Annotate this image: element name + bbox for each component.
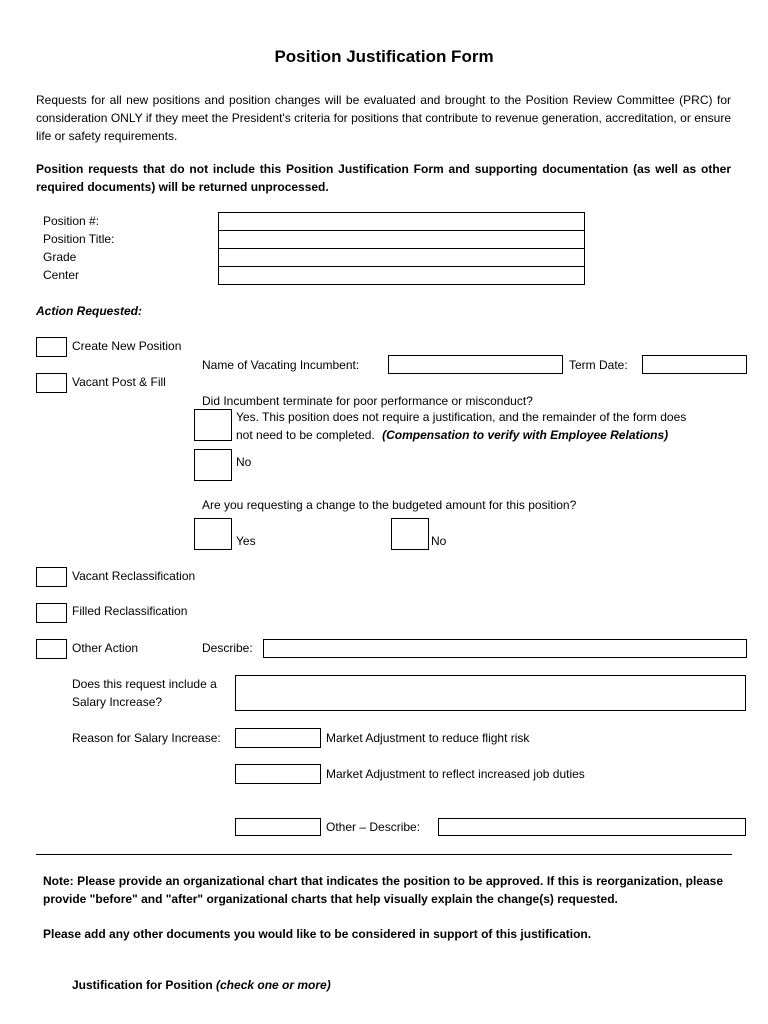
job-duties-checkbox[interactable] <box>235 764 321 784</box>
flight-risk-checkbox[interactable] <box>235 728 321 748</box>
other-action-describe-field[interactable] <box>263 639 747 658</box>
justification-hint: (check one or more) <box>216 978 331 992</box>
create-new-position-checkbox[interactable] <box>36 337 67 357</box>
terminate-yes-text-line1: Yes. This position does not require a justification, and the remainder of the form does <box>236 410 687 424</box>
create-new-position-label: Create New Position <box>72 339 182 353</box>
vacating-incumbent-field[interactable] <box>388 355 563 374</box>
compensation-note: (Compensation to verify with Employee Relations) <box>382 428 669 442</box>
vacating-incumbent-label: Name of Vacating Incumbent: <box>202 358 360 372</box>
other-reason-describe-field[interactable] <box>438 818 746 836</box>
center-label: Center <box>43 268 80 282</box>
terminate-question: Did Incumbent terminate for poor performance or misconduct? <box>202 394 533 408</box>
other-reason-checkbox[interactable] <box>235 818 321 836</box>
budget-no-checkbox[interactable] <box>391 518 429 550</box>
grade-label: Grade <box>43 250 77 264</box>
action-requested-heading: Action Requested: <box>36 304 143 318</box>
terminate-no-label: No <box>236 455 252 469</box>
position-number-field[interactable] <box>218 212 585 231</box>
filled-reclassification-label: Filled Reclassification <box>72 604 188 618</box>
vacant-post-fill-label: Vacant Post & Fill <box>72 375 166 389</box>
section-divider <box>36 854 732 855</box>
terminate-yes-text: not need to be completed. <box>236 428 379 442</box>
budget-question: Are you requesting a change to the budgeted amount for this position? <box>202 498 577 512</box>
terminate-no-checkbox[interactable] <box>194 449 232 481</box>
term-date-label: Term Date: <box>569 358 628 372</box>
budget-yes-label: Yes <box>236 534 256 548</box>
other-action-checkbox[interactable] <box>36 639 67 659</box>
additional-docs-note: Please add any other documents you would like to be considered in support of this justification. <box>43 927 592 941</box>
terminate-yes-text-line2 <box>236 426 668 444</box>
salary-question-line2: Salary Increase? <box>72 695 163 709</box>
vacant-reclassification-checkbox[interactable] <box>36 567 67 587</box>
position-title-label: Position Title: <box>43 232 115 246</box>
budget-no-label: No <box>431 534 447 548</box>
filled-reclassification-checkbox[interactable] <box>36 603 67 623</box>
flight-risk-label: Market Adjustment to reduce flight risk <box>326 731 530 745</box>
org-chart-note: Note: Please provide an organizational chart that indicates the position to be approved. If this is reorganization, please provide "before" and "after" organizational charts that help visually explain the change(s) requested. <box>43 874 723 906</box>
warning-paragraph: Position requests that do not include this Position Justification Form and supporting documentation (as well as other required documents) will be returned unprocessed. <box>36 162 731 194</box>
page-title: Position Justification Form <box>274 47 494 66</box>
justification-heading <box>72 976 331 994</box>
other-reason-label: Other – Describe: <box>326 820 421 834</box>
salary-reason-label: Reason for Salary Increase: <box>72 731 221 745</box>
other-action-label: Other Action <box>72 641 139 655</box>
term-date-field[interactable] <box>642 355 747 374</box>
center-field[interactable] <box>218 266 585 285</box>
grade-field[interactable] <box>218 248 585 267</box>
salary-increase-field[interactable] <box>235 675 746 711</box>
terminate-yes-checkbox[interactable] <box>194 409 232 441</box>
position-title-field[interactable] <box>218 230 585 249</box>
job-duties-label: Market Adjustment to reflect increased job duties <box>326 767 585 781</box>
justification-label: Justification for Position <box>72 978 217 992</box>
vacant-reclassification-label: Vacant Reclassification <box>72 569 196 583</box>
position-number-label: Position #: <box>43 214 100 228</box>
vacant-post-fill-checkbox[interactable] <box>36 373 67 393</box>
budget-yes-checkbox[interactable] <box>194 518 232 550</box>
intro-paragraph: Requests for all new positions and position changes will be evaluated and brought to the Position Review Committee (PRC) for consideration ONLY if they meet the President's criteria for positions that contribute to revenue generation, accreditation, or ensure life or safety requirements. <box>36 93 731 143</box>
describe-label: Describe: <box>202 641 253 655</box>
salary-question-line1: Does this request include a <box>72 677 217 691</box>
